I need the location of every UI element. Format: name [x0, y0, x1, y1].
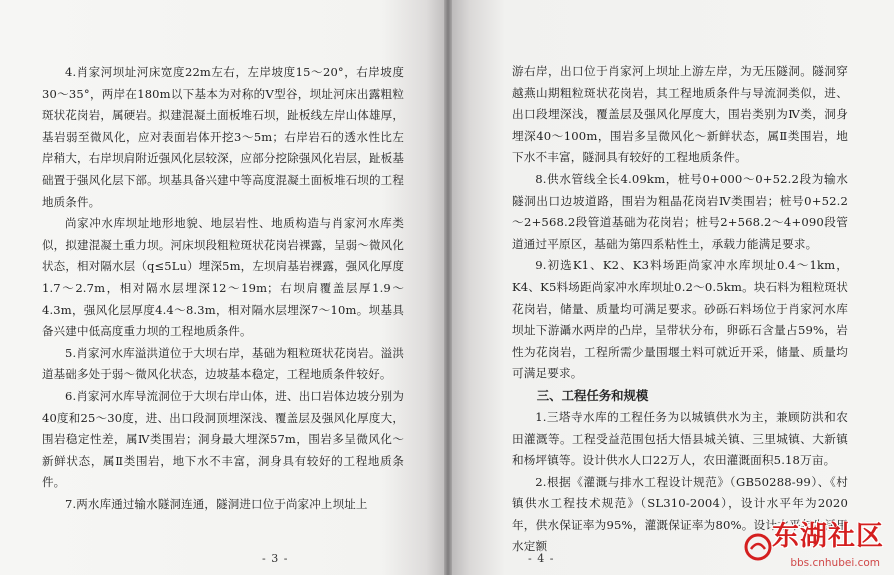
paragraph: 6.肖家河水库导流洞位于大坝右岸山体，进、出口岩体边坡分别为40度和25～30度，进、出口段洞顶埋深浅、覆盖层及强风化厚度大，围岩稳定性差，属Ⅳ类围岩；洞身最大埋深57m，围岩多呈微风化～新鲜状态，属Ⅱ类围岩，地下水不丰富，洞身具有较好的工程地质条件。	[42, 388, 404, 490]
page-number: - 4 -	[528, 552, 555, 565]
paragraph: 1.三塔寺水库的工程任务为以城镇供水为主，兼顾防洪和农田灌溉等。工程受益范围包括大悟县城关镇、三里城镇、大新镇和杨坪镇等。设计供水人口22万人，农田灌溉面积5.18万亩。	[512, 409, 848, 468]
paragraph: 9.初选K1、K2、K3料场距尚家冲水库坝址0.4～1km，K4、K5料场距尚家冲水库坝址0.2～0.5km。块石料为粗粒斑状花岗岩，储量、质量均可满足要求。砂砾石料场位于肖家河水库坝址下游灄水两岸的凸岸，呈带状分布，卵砾石含量占59%，岩性为花岗岩，工程所需少量围堰土料可就近开采，储量、质量均可满足要求。	[512, 258, 848, 381]
site-watermark	[738, 515, 888, 571]
left-page	[0, 0, 444, 575]
paragraph: 5.肖家河水库溢洪道位于大坝右岸，基础为粗粒斑状花岗岩。溢洪道基础多处于弱～微风化状态，边坡基本稳定，工程地质条件较好。	[42, 345, 404, 382]
paragraph: 7.两水库通过输水隧洞连通，隧洞进口位于尚家冲上坝址上	[65, 496, 368, 511]
paragraph-continuation: 游右岸，出口位于肖家河上坝址上游左岸，为无压隧洞。隧洞穿越燕山期粗粒斑状花岗岩，其工程地质条件与导流洞类似，进、出口段埋深浅，覆盖层及强风化厚度大，围岩类别为Ⅳ类，洞身埋深40～100m，围岩多呈微风化～新鲜状态，属Ⅱ类围岩，地下水不丰富，隧洞具有较好的工程地质条件。	[512, 64, 848, 165]
watermark-url: bbs.cnhubei.com	[790, 557, 880, 569]
paragraph: 8.供水管线全长4.09km，桩号0+000～0+52.2段为输水隧洞出口边坡道路，围岩为粗晶花岗岩Ⅳ类围岩；桩号0+52.2～2+568.2段管道基础为花岗岩；桩号2+568.2～4+090段管道通过平原区，基础为第四系粘性土，承载力能满足要求。	[512, 171, 848, 251]
watermark-logo-icon	[744, 533, 772, 561]
right-page	[452, 0, 894, 575]
paragraph: 4.肖家河坝址河床宽度22m左右，左岸坡度15～20°，右岸坡度30～35°，两岸在180m以下基本为对称的V型谷，坝址河床出露粗粒斑状花岗岩，属硬岩。拟建混凝土面板堆石坝，趾板线左岸山体雄厚，基岩弱至微风化，应对表面岩体开挖3～5m；右岸岩石的透水性比左岸稍大，右岸坝肩附近强风化层较深，应部分挖除强风化岩层，趾板基础置于强风化层下部。坝基具备兴建中等高度混凝土面板堆石坝的工程地质条件。	[42, 65, 404, 209]
section-heading: 三、工程任务和规模	[536, 387, 649, 403]
paragraph: 2.根据《灌溉与排水工程设计规范》（GB50288-99）、《村镇供水工程技术规范》（SL310-2004），设计水平年为2020年，供水保证率为95%，灌溉保证率为80%。设计水平年生活用水定额	[512, 474, 848, 554]
watermark-name: 东湖社区	[772, 521, 884, 552]
paragraph: 尚家冲水库坝址地形地貌、地层岩性、地质构造与肖家河水库类似，拟建混凝土重力坝。河床坝段粗粒斑状花岗岩裸露，呈弱～微风化状态，相对隔水层（q≤5Lu）埋深5m，左坝肩基岩裸露，强风化厚度1.7～2.7m，相对隔水层埋深12～19m；右坝肩覆盖层厚1.9～4.3m，强风化层厚度4.4～8.3m，相对隔水层埋深7～10m。坝基具备兴建中低高度重力坝的工程地质条件。	[42, 216, 404, 339]
page-number: - 3 -	[262, 552, 289, 565]
book-gutter	[444, 0, 452, 575]
